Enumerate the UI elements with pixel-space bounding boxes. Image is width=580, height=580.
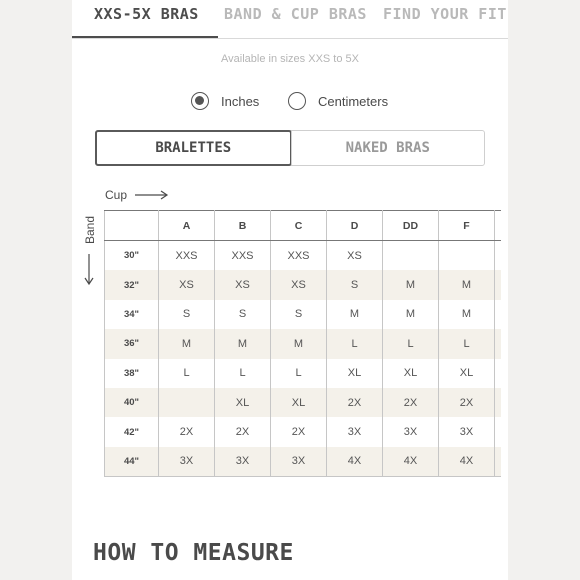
table-row xyxy=(105,447,501,477)
cup-header: B xyxy=(215,211,271,241)
size-cell: L xyxy=(159,359,215,388)
size-cell: XL xyxy=(439,359,495,388)
cup-axis-label: Cup xyxy=(105,188,128,202)
band-axis-hint xyxy=(80,212,98,292)
size-range-note: Available in sizes XXS to 5X xyxy=(221,53,359,65)
table-header-row xyxy=(105,211,501,241)
table-row xyxy=(105,329,501,358)
size-cell: M xyxy=(271,329,327,358)
size-guide-panel xyxy=(72,0,508,580)
centimeters-radio[interactable] xyxy=(288,92,306,110)
band-cell: 30" xyxy=(105,241,159,271)
size-cell: 3X xyxy=(327,417,383,446)
overflow-cell xyxy=(495,241,501,271)
size-cell: L xyxy=(271,359,327,388)
size-cell: 3X xyxy=(215,447,271,477)
size-cell: XS xyxy=(327,241,383,271)
size-cell: L xyxy=(439,329,495,358)
size-cell: 2X xyxy=(271,417,327,446)
size-cell: L xyxy=(215,359,271,388)
table-row xyxy=(105,241,501,271)
size-cell: M xyxy=(159,329,215,358)
band-cell: 44" xyxy=(105,447,159,477)
size-cell: 2X xyxy=(327,388,383,417)
overflow-cell xyxy=(495,388,501,417)
unit-option-inches[interactable] xyxy=(191,90,259,112)
style-toggle xyxy=(95,130,485,166)
size-cell: 4X xyxy=(439,447,495,477)
size-cell: XXS xyxy=(215,241,271,271)
inches-radio[interactable] xyxy=(191,92,209,110)
band-cell: 36" xyxy=(105,329,159,358)
size-cell: L xyxy=(383,329,439,358)
unit-option-centimeters[interactable] xyxy=(288,90,388,112)
cup-axis-hint xyxy=(105,188,169,202)
size-cell xyxy=(159,388,215,417)
tab-xxs-5x-bras[interactable]: XXS-5X BRAS xyxy=(94,5,199,23)
size-chart-table xyxy=(104,210,501,477)
size-cell: XS xyxy=(271,270,327,299)
cup-header: A xyxy=(159,211,215,241)
cup-header: DD xyxy=(383,211,439,241)
band-cell: 40" xyxy=(105,388,159,417)
size-cell: 3X xyxy=(439,417,495,446)
size-cell: M xyxy=(327,300,383,329)
size-cell: S xyxy=(271,300,327,329)
size-cell: M xyxy=(383,270,439,299)
size-cell: L xyxy=(327,329,383,358)
active-tab-indicator xyxy=(72,36,218,38)
table-row xyxy=(105,388,501,417)
band-cell: 34" xyxy=(105,300,159,329)
naked-bras-button[interactable]: NAKED BRAS xyxy=(291,131,485,165)
size-cell: M xyxy=(439,270,495,299)
overflow-cell xyxy=(495,447,501,477)
tab-find-your-fit[interactable]: FIND YOUR FIT xyxy=(383,5,507,23)
size-cell: S xyxy=(159,300,215,329)
size-cell: XS xyxy=(159,270,215,299)
arrow-down-icon xyxy=(84,254,94,286)
size-cell: XL xyxy=(383,359,439,388)
table-row xyxy=(105,270,501,299)
size-cell: 3X xyxy=(271,447,327,477)
centimeters-label: Centimeters xyxy=(318,93,389,109)
size-cell: 3X xyxy=(383,417,439,446)
size-cell: 2X xyxy=(439,388,495,417)
size-cell: M xyxy=(383,300,439,329)
overflow-cell xyxy=(495,417,501,446)
arrow-right-icon xyxy=(135,190,169,200)
size-cell: XL xyxy=(271,388,327,417)
corner-cell xyxy=(105,211,159,241)
size-cell: XL xyxy=(215,388,271,417)
overflow-cell xyxy=(495,300,501,329)
size-cell xyxy=(383,241,439,271)
size-cell: XXS xyxy=(271,241,327,271)
tab-band-cup-bras[interactable]: BAND & CUP BRAS xyxy=(224,5,367,23)
size-cell: 2X xyxy=(383,388,439,417)
overflow-cell xyxy=(495,359,501,388)
size-cell: XL xyxy=(327,359,383,388)
size-cell xyxy=(439,241,495,271)
size-cell: 4X xyxy=(327,447,383,477)
size-cell: S xyxy=(215,300,271,329)
size-cell: XXS xyxy=(159,241,215,271)
cup-header: F xyxy=(439,211,495,241)
overflow-cell xyxy=(495,329,501,358)
table-row xyxy=(105,300,501,329)
size-cell: 2X xyxy=(159,417,215,446)
size-guide-tabs xyxy=(72,0,508,39)
table-row xyxy=(105,417,501,446)
cup-header: D xyxy=(327,211,383,241)
table-row xyxy=(105,359,501,388)
overflow-cell xyxy=(495,270,501,299)
size-cell: S xyxy=(327,270,383,299)
band-cell: 38" xyxy=(105,359,159,388)
bralettes-button[interactable]: BRALETTES xyxy=(95,130,292,166)
size-cell: 3X xyxy=(159,447,215,477)
size-cell: M xyxy=(439,300,495,329)
size-cell: 4X xyxy=(383,447,439,477)
how-to-measure-heading: HOW TO MEASURE xyxy=(93,540,294,566)
cup-header: C xyxy=(271,211,327,241)
size-cell: 2X xyxy=(215,417,271,446)
inches-label: Inches xyxy=(221,93,260,109)
band-cell: 42" xyxy=(105,417,159,446)
size-cell: M xyxy=(215,329,271,358)
overflow-cell xyxy=(495,211,501,241)
band-axis-label: Band xyxy=(83,215,97,244)
band-cell: 32" xyxy=(105,270,159,299)
size-cell: XS xyxy=(215,270,271,299)
